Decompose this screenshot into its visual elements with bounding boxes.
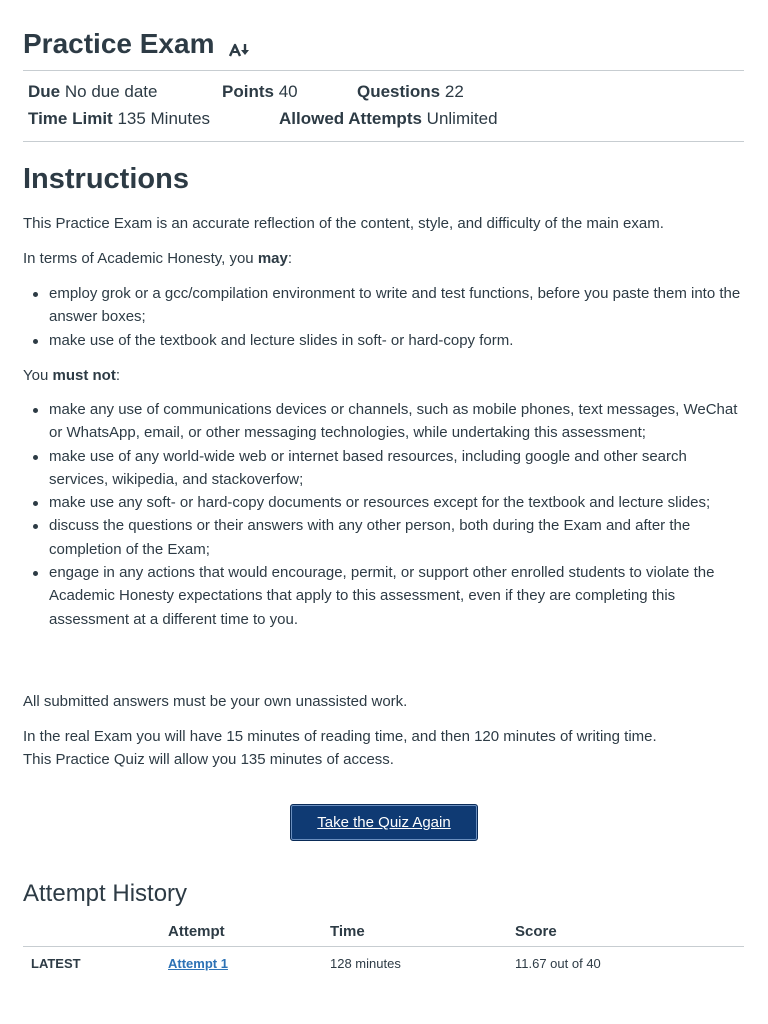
intro-text: This Practice Exam is an accurate reflection of the content, style, and difficulty of the main exam. xyxy=(23,215,664,232)
list-item-text: make any use of communications devices or channels, such as mobile phones, text messages, WeChat or WhatsApp, email, or other messaging technologies, while undertaking this assessment; xyxy=(49,401,738,442)
list-item-text: engage in any actions that would encourage, permit, or support other enrolled students to violate the Academic Honesty expectations that apply to this assessment, even if they are completing this assessment at a different time to you. xyxy=(49,564,715,628)
bullet xyxy=(33,339,38,344)
list-item-text: make use of any world-wide web or internet based resources, including google and other search services, wikipedia, and stackoverfow; xyxy=(49,447,687,488)
list-item xyxy=(23,514,748,561)
take-quiz-again-button[interactable]: Take the Quiz Again xyxy=(290,804,478,841)
own-work-text: All submitted answers must be your own unassisted work. xyxy=(23,693,408,710)
questions-value: 22 xyxy=(444,82,464,101)
list-item xyxy=(23,398,748,445)
attempt-score: 11.67 out of 40 xyxy=(515,956,601,971)
mustnot-intro xyxy=(23,364,748,387)
time-limit-detail xyxy=(28,108,210,130)
list-item-text: discuss the questions or their answers with any other person, both during the Exam and after the completion of the Exam; xyxy=(49,517,691,558)
bullet xyxy=(33,455,38,460)
may-prefix: In terms of Academic Honesty, you xyxy=(23,250,258,267)
bullet xyxy=(33,408,38,413)
instructions-heading: Instructions xyxy=(23,163,189,195)
real-exam-line-1: In the real Exam you will have 15 minutes of reading time, and then 120 minutes of writing time. xyxy=(23,728,657,745)
due-value: No due date xyxy=(64,82,158,101)
list-item xyxy=(23,561,748,631)
list-item xyxy=(23,491,748,514)
column-header-time: Time xyxy=(330,923,365,940)
bullet xyxy=(33,292,38,297)
real-exam-line-2: This Practice Quiz will allow you 135 minutes of access. xyxy=(23,751,394,768)
points-value: 40 xyxy=(278,82,298,101)
table-divider xyxy=(23,946,744,947)
due-label: Due xyxy=(28,82,61,101)
list-item xyxy=(23,282,748,329)
list-item-text: make use any soft- or hard-copy documents or resources except for the textbook and lecture slides; xyxy=(49,494,711,512)
may-bold: may xyxy=(257,250,288,267)
divider xyxy=(23,70,744,71)
points-detail xyxy=(222,81,298,103)
page-title-text: Practice Exam xyxy=(23,28,215,59)
bullet xyxy=(33,501,38,506)
list-item xyxy=(23,445,748,492)
bullet xyxy=(33,571,38,576)
time-limit-value: 135 Minutes xyxy=(117,109,211,128)
attempts-value: Unlimited xyxy=(426,109,498,128)
list-item-text: make use of the textbook and lecture slides in soft- or hard-copy form. xyxy=(49,331,514,349)
mustnot-suffix: : xyxy=(115,367,120,384)
column-header-attempt: Attempt xyxy=(168,923,225,940)
sort-arrows-icon[interactable] xyxy=(228,34,252,54)
may-intro xyxy=(23,247,748,270)
time-limit-label: Time Limit xyxy=(28,109,113,128)
may-suffix: : xyxy=(287,250,293,267)
attempt-history-heading: Attempt History xyxy=(23,880,188,907)
points-label: Points xyxy=(222,82,274,101)
mustnot-prefix: You xyxy=(23,367,53,384)
attempt-time: 128 minutes xyxy=(330,956,401,971)
list-item xyxy=(23,329,748,352)
attempt-status: LATEST xyxy=(31,956,81,971)
column-header-score: Score xyxy=(515,923,557,940)
attempt-link[interactable]: Attempt 1 xyxy=(168,956,228,971)
attempts-detail xyxy=(279,108,498,130)
mustnot-list xyxy=(23,398,748,631)
page-title xyxy=(23,26,252,62)
due-detail xyxy=(28,81,158,103)
attempts-label: Allowed Attempts xyxy=(279,109,422,128)
may-list xyxy=(23,282,748,352)
bullet xyxy=(33,524,38,529)
divider xyxy=(23,141,744,142)
list-item-text: employ grok or a gcc/compilation environment to write and test functions, before you paste them into the answer boxes; xyxy=(49,285,741,326)
mustnot-bold: must not xyxy=(52,367,116,384)
questions-detail xyxy=(357,81,464,103)
questions-label: Questions xyxy=(357,82,441,101)
real-exam-text xyxy=(23,725,748,771)
